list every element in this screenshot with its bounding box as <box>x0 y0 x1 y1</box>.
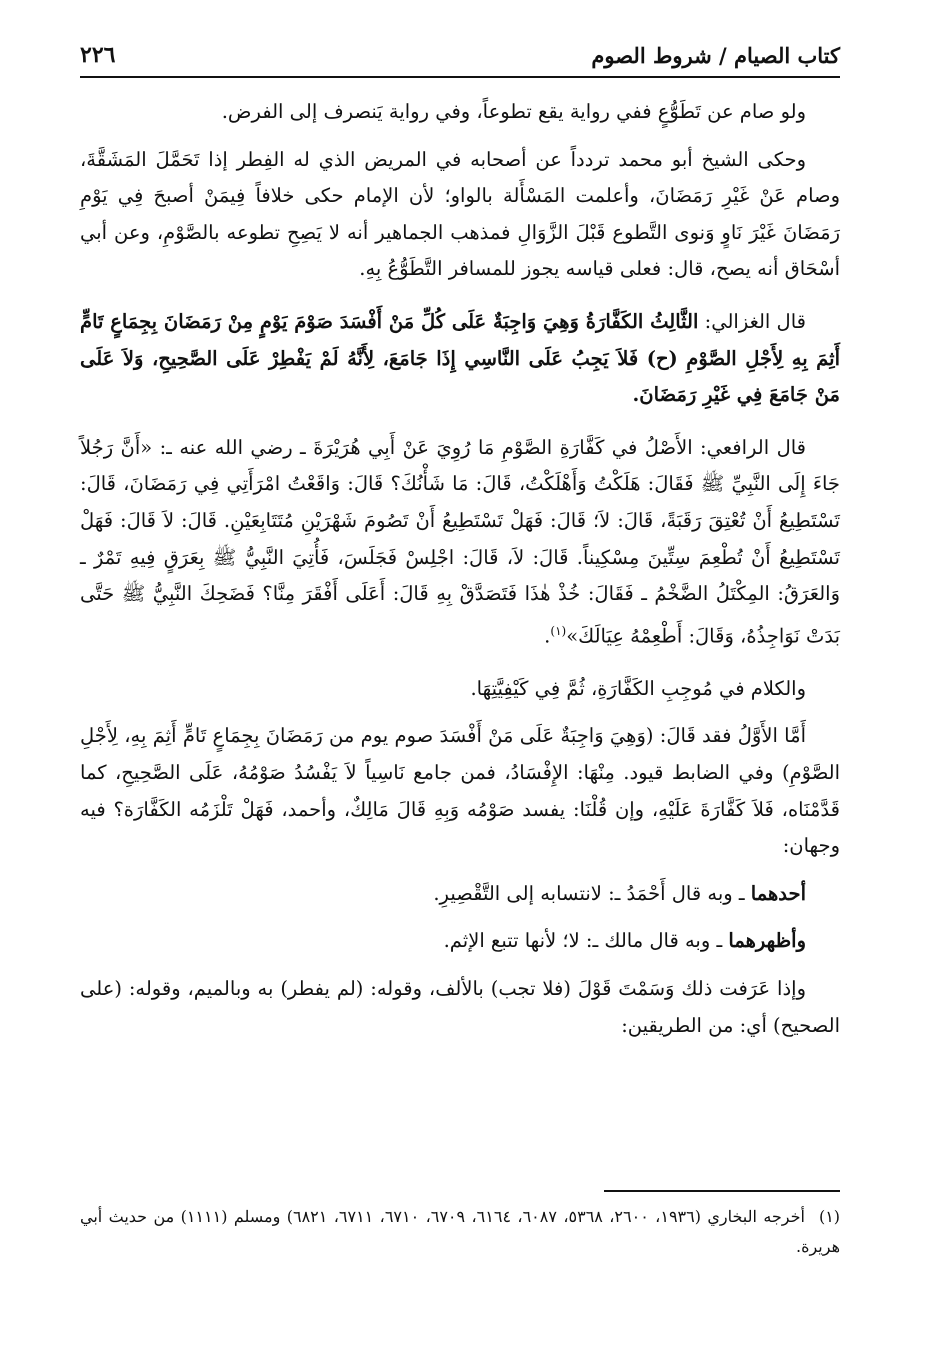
footnote-1-number: (١) <box>818 1207 841 1226</box>
paragraph-1-text: ولو صام عن تَطَوُّعٍ ففي رواية يقع تطوعاً، وفي رواية يَنصرف إلى الفرض. <box>221 100 806 123</box>
footnote-ref[interactable]: (١) <box>550 623 567 638</box>
rafii-text: قال الرافعي: الأَصْلُ في كَفَّارَةِ الصَّوْمِ مَا رُوِيَ عَنْ أَبِي هُرَيْرَةَ ـ رضي الله عنه ـ: «أَنَّ رَجُلاً جَاءَ إِلَى النَّبِيِّ ﷺ فَقَالَ: هَلَكْتُ وَأَهْلَكْتُ، قَالَ: مَا شَأْنُكَ؟ قَالَ: وَاقَعْتُ امْرَأَتِي فِي رَمَضَانَ، قَالَ: تَسْتَطِيعُ أَنْ تُعْتِقَ رَقَبَةً، قَالَ: لاَ؛ قَالَ: فَهَلْ تَسْتَطِيعُ أَنْ تَصُومَ شَهْرَيْنِ مُتَتَابِعَيْنِ. قَالَ: لاَ قَالَ: فَهَلْ تَسْتَطِيعُ أَنْ تُطْعِمَ سِتِّينَ مِسْكِيناً. قَالَ: لاَ، قَالَ: اجْلِسْ فَجَلَسَ، فَأُتِيَ النَّبِيُّ ﷺ بِعَرَقٍ فِيهِ تَمْرٌ ـ وَالعَرَقُ: المِكْتَلُ الضَّخْمُ ـ فَقَالَ: خُذْ هٰذَا فَتَصَدَّقْ بِهِ قَالَ: أَعَلَى أَفْقَرَ مِنَّا؟ فَضَحِكَ النَّبِيُّ ﷺ حَتَّى بَدَتْ نَوَاجِذُهُ، وَقَالَ: أَطْعِمْهُ عِيَالَكَ» <box>80 435 840 648</box>
page-body <box>80 94 840 1044</box>
paragraph-5 <box>80 671 840 708</box>
footnote-1-text: أخرجه البخاري (١٩٣٦، ٢٦٠٠، ٥٣٦٨، ٦٠٨٧، ٦١٦٤، ٦٧٠٩، ٦٧١٠، ٦٧١١، ٦٨٢١) ومسلم (١١١١) من حديث أبي هريرة. <box>80 1207 840 1256</box>
book-page <box>80 34 840 1334</box>
page-number: ٢٢٦ <box>80 42 116 68</box>
paragraph-6 <box>80 718 840 864</box>
paragraph-5-text: والكلام في مُوجِبِ الكَفَّارَةِ، ثُمَّ فِي كَيْفِيَّتِهَا. <box>470 676 806 700</box>
ghazali-text: الثَّالِثُ الكَفَّارَةُ وَهِيَ وَاجِبَةٌ عَلَى كُلِّ مَنْ أَفْسَدَ صَوْمَ يَوْمٍ مِنْ رَمَضَانَ بِجِمَاعٍ تَامٍّ أَثِمَ بِهِ لِأَجْلِ الصَّوْمِ (ح) فَلاَ يَجِبُ عَلَى النَّاسِي إِذَا جَامَعَ، لِأَنَّهُ لَمْ يَفْطِرْ عَلَى الصَّحِيحِ، وَلاَ عَلَى مَنْ جَامَعَ فِي غَيْرِ رَمَضَانَ. <box>80 309 840 407</box>
footnote-1 <box>80 1202 840 1262</box>
paragraph-9 <box>80 971 840 1044</box>
paragraph-9-text: وإذا عَرَفت ذلك وَسَمْتَ قَوْلَ (فلا تجب) بالألف، وقوله: (لم يفطر) به وبالميم، وقوله: (على الصحيح) أي: من الطريقين: <box>80 976 840 1037</box>
running-title: كتاب الصيام / شروط الصوم <box>591 42 840 68</box>
second-view-label: وأظهرهما <box>728 929 806 953</box>
rafii-paragraph <box>80 430 840 655</box>
paragraph-2 <box>80 142 840 288</box>
footnotes <box>80 1202 840 1262</box>
page-header <box>80 34 840 78</box>
first-view-label: أحدهما <box>750 881 806 905</box>
second-view <box>80 923 840 960</box>
first-view <box>80 876 840 913</box>
footnote-divider <box>604 1190 840 1192</box>
ghazali-lead: قال الغزالي: <box>698 309 806 333</box>
ghazali-quote <box>80 304 840 414</box>
paragraph-6-text: أَمَّا الأَوَّلُ فقد قَالَ: (وَهِيَ وَاجِبَةٌ عَلَى مَنْ أَفْسَدَ صوم يوم من رَمَضَانَ بِجِمَاعٍ تَامٍّ أَثِمَ بِهِ، لِأَجْلِ الصَّوْمِ) وفي الضابط قيود. مِنْهَا: الإِفْسَادُ، فمن جامع نَاسِياً لاَ يَفْسُدُ صَوْمُهُ، عَلَى الصَّحِيحِ، كما قَدَّمْنَاه، فَلاَ كَفَّارَةَ عَلَيْهِ، وإن قُلْنَا: يفسد صَوْمُه وَبِهِ قَالَ مَالِكٌ، وأحمد، فَهَلْ تَلْزَمُه الكَفَّارَة؟ فيه وجهان: <box>80 724 840 858</box>
first-view-text: ـ وبه قال أَحْمَدُ ـ: لانتسابه إلى التَّقْصِيرِ. <box>433 881 751 905</box>
rafii-tail: . <box>544 624 551 648</box>
second-view-text: ـ وبه قال مالك ـ: لا؛ لأنها تتبع الإثم. <box>443 929 729 953</box>
paragraph-1 <box>80 94 840 131</box>
paragraph-2-text: وحكى الشيخ أبو محمد تردداً عن أصحابه في المريض الذي له الفِطر إذا تَحَمَّلَ المَشَقَّةَ، وصام عَنْ غَيْرِ رَمَضَانَ، وأعلمت المَسْأَلة بالواو؛ لأن الإمام حكى خلافاً فِيمَنْ أصبحَ فِي يَوْمِ رَمَضَانَ غَيْرَ نَاوٍ وَنوى التَّطوع قَبْلَ الزَّوَالِ فمذهب الجماهير أنه لا يَصِحِ تطوعه بالصَّوْمِ، وعن أبي أسْحَاق أنه يصح، قال: فعلى قياسه يجوز للمسافر التَّطَوُّعُ بِهِ. <box>80 147 840 281</box>
